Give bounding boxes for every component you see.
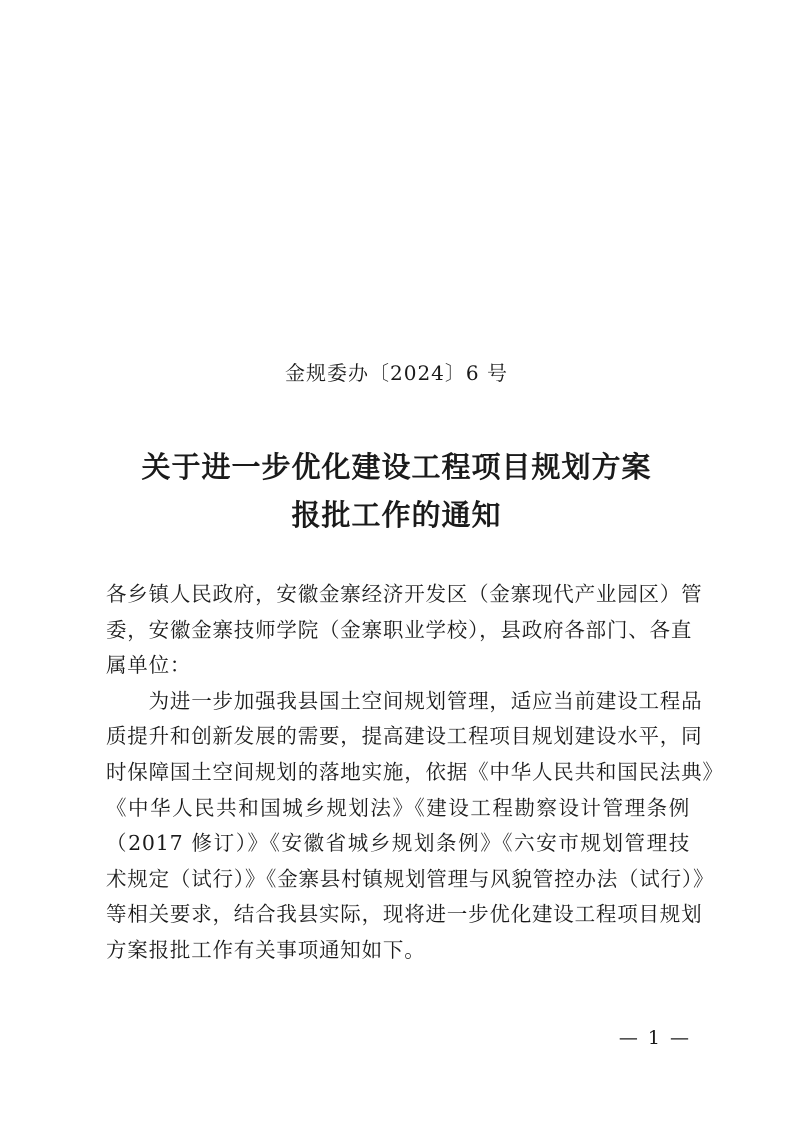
body-line: （2017 修订）》《安徽省城乡规划条例》《六安市规划管理技	[106, 831, 690, 856]
document-number: 金规委办〔2024〕6 号	[285, 361, 508, 385]
body-line: 质提升和创新发展的需要，提高建设工程项目规划建设水平，同	[106, 724, 703, 749]
document-title	[0, 443, 793, 539]
body-line: 时保障国土空间规划的落地实施，依据《中华人民共和国民法典》	[106, 759, 724, 784]
body-line: 等相关要求，结合我县实际，现将进一步优化建设工程项目规划	[106, 902, 703, 927]
body-line: 术规定（试行）》《金寨县村镇规划管理与风貌管控办法（试行）》	[106, 866, 715, 891]
body-line: 《中华人民共和国城乡规划法》《建设工程勘察设计管理条例	[106, 795, 690, 820]
body-line: 各乡镇人民政府，安徽金寨经济开发区（金寨现代产业园区）管	[106, 582, 703, 606]
document-body	[106, 577, 724, 969]
title-line-2: 报批工作的通知	[291, 498, 502, 532]
body-line: 委，安徽金寨技师学院（金寨职业学校），县政府各部门、各直	[106, 617, 693, 642]
body-line: 属单位：	[106, 653, 192, 678]
body-line: 为进一步加强我县国土空间规划管理，适应当前建设工程品	[106, 688, 703, 713]
title-line-1: 关于进一步优化建设工程项目规划方案	[141, 450, 652, 484]
body-line: 方案报批工作有关事项通知如下。	[106, 937, 426, 962]
page-number: — 1 —	[618, 1027, 691, 1049]
